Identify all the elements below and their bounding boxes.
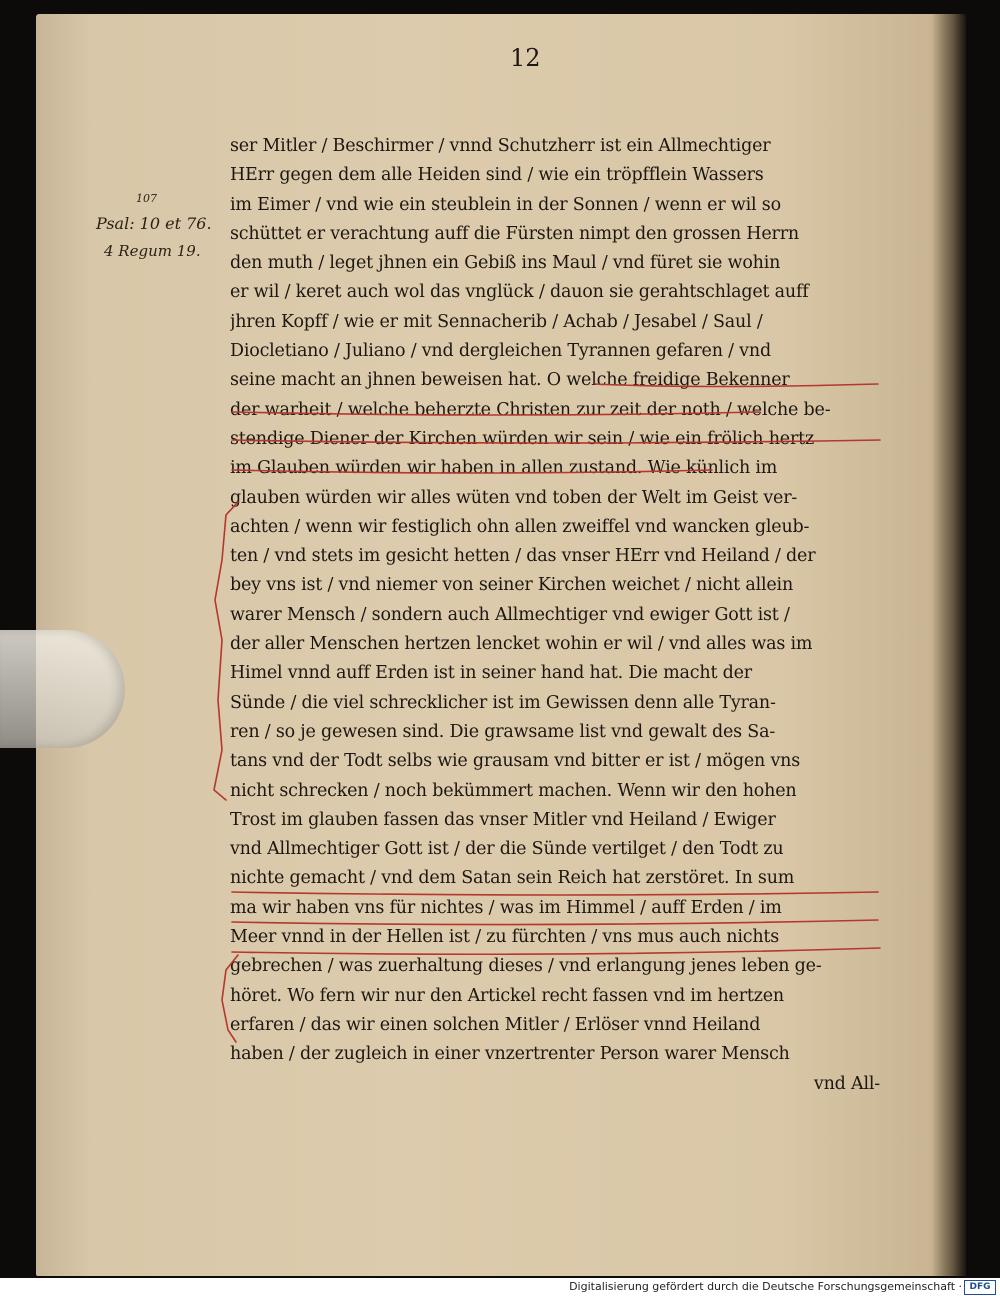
text-line: erfaren / das wir einen solchen Mitler / Erlöser vnnd Heiland: [230, 1014, 761, 1035]
text-line: vnd Allmechtiger Gott ist / der die Sünde vertilget / den Todt zu: [230, 839, 784, 860]
text-line: warer Mensch / sondern auch Allmechtiger vnd ewiger Gott ist /: [230, 604, 790, 625]
text-line: ten / vnd stets im gesicht hetten / das vnser HErr vnd Heiland / der: [230, 546, 816, 567]
text-line: Meer vnnd in der Hellen ist / zu fürchten / vns mus auch nichts: [230, 927, 780, 948]
text-line: der aller Menschen hertzen lencket wohin er wil / vnd alles was im: [230, 634, 813, 655]
text-line: den muth / leget jhnen ein Gebiß ins Maul / vnd füret sie wohin: [230, 253, 781, 274]
text-line: höret. Wo fern wir nur den Artickel recht fassen vnd im hertzen: [230, 985, 784, 1006]
text-line: bey vns ist / vnd niemer von seiner Kirchen weichet / nicht allein: [230, 575, 794, 596]
marginal-note-number: 107: [136, 192, 157, 205]
text-line: im Eimer / vnd wie ein steublein in der Sonnen / wenn er wil so: [230, 194, 781, 215]
text-line: HErr gegen dem alle Heiden sind / wie ein tröpfflein Wassers: [230, 165, 764, 186]
text-line: nicht schrecken / noch bekümmert machen. Wenn wir den hohen: [230, 780, 797, 801]
text-line: der warheit / welche beherzte Christen zur zeit der noth / welche be-: [230, 399, 831, 420]
text-line: seine macht an jhnen beweisen hat. O welche freidige Bekenner: [230, 370, 790, 391]
text-line: er wil / keret auch wol das vnglück / dauon sie gerahtschlaget auff: [230, 282, 809, 303]
text-line: Trost im glauben fassen das vnser Mitler vnd Heiland / Ewiger: [230, 809, 776, 830]
text-line: vnd All-: [813, 1073, 880, 1094]
text-line: Sünde / die viel schrecklicher ist im Gewissen denn alle Tyran-: [230, 692, 776, 713]
footer-bar: [0, 1278, 1000, 1296]
body-text: [230, 132, 880, 1099]
page-edge-shadow: [932, 14, 966, 1276]
funding-credit: Digitalisierung gefördert durch die Deutsche Forschungsgemeinschaft ·: [569, 1280, 962, 1293]
text-line: jhren Kopff / wie er mit Sennacherib / Achab / Jesabel / Saul /: [230, 311, 763, 332]
text-line: nichte gemacht / vnd dem Satan sein Reich hat zerstöret. In sum: [230, 868, 795, 889]
marginal-note-psalm: Psal: 10 et 76.: [96, 214, 212, 233]
plastic-clip: [0, 630, 125, 748]
text-line: achten / wenn wir festiglich ohn allen zweiffel vnd wancken gleub-: [230, 516, 810, 537]
text-line: gebrechen / was zuerhaltung dieses / vnd erlangung jenes leben ge-: [230, 956, 822, 977]
dfg-logo: DFG: [964, 1280, 996, 1295]
text-line: im Glauben würden wir haben in allen zustand. Wie künlich im: [230, 458, 778, 479]
text-line: stendige Diener der Kirchen würden wir sein / wie ein frölich hertz: [230, 428, 814, 449]
text-line: schüttet er verachtung auff die Fürsten nimpt den grossen Herrn: [230, 223, 799, 244]
text-line: glauben würden wir alles wüten vnd toben der Welt im Geist ver-: [230, 487, 798, 508]
text-line: haben / der zugleich in einer vnzertrenter Person warer Mensch: [230, 1044, 790, 1065]
text-line: tans vnd der Todt selbs wie grausam vnd bitter er ist / mögen vns: [230, 751, 801, 772]
text-line: ren / so je gewesen sind. Die grawsame list vnd gewalt des Sa-: [230, 721, 776, 742]
text-line: ser Mitler / Beschirmer / vnnd Schutzherr ist ein Allmechtiger: [230, 136, 771, 156]
page-number: 12: [510, 44, 541, 72]
text-line: ma wir haben vns für nichtes / was im Himmel / auff Erden / im: [230, 897, 782, 918]
text-line: Diocletiano / Juliano / vnd dergleichen Tyrannen gefaren / vnd: [230, 341, 771, 362]
text-line: Himel vnnd auff Erden ist in seiner hand hat. Die macht der: [230, 663, 752, 684]
marginal-note-regum: 4 Regum 19.: [104, 242, 201, 260]
